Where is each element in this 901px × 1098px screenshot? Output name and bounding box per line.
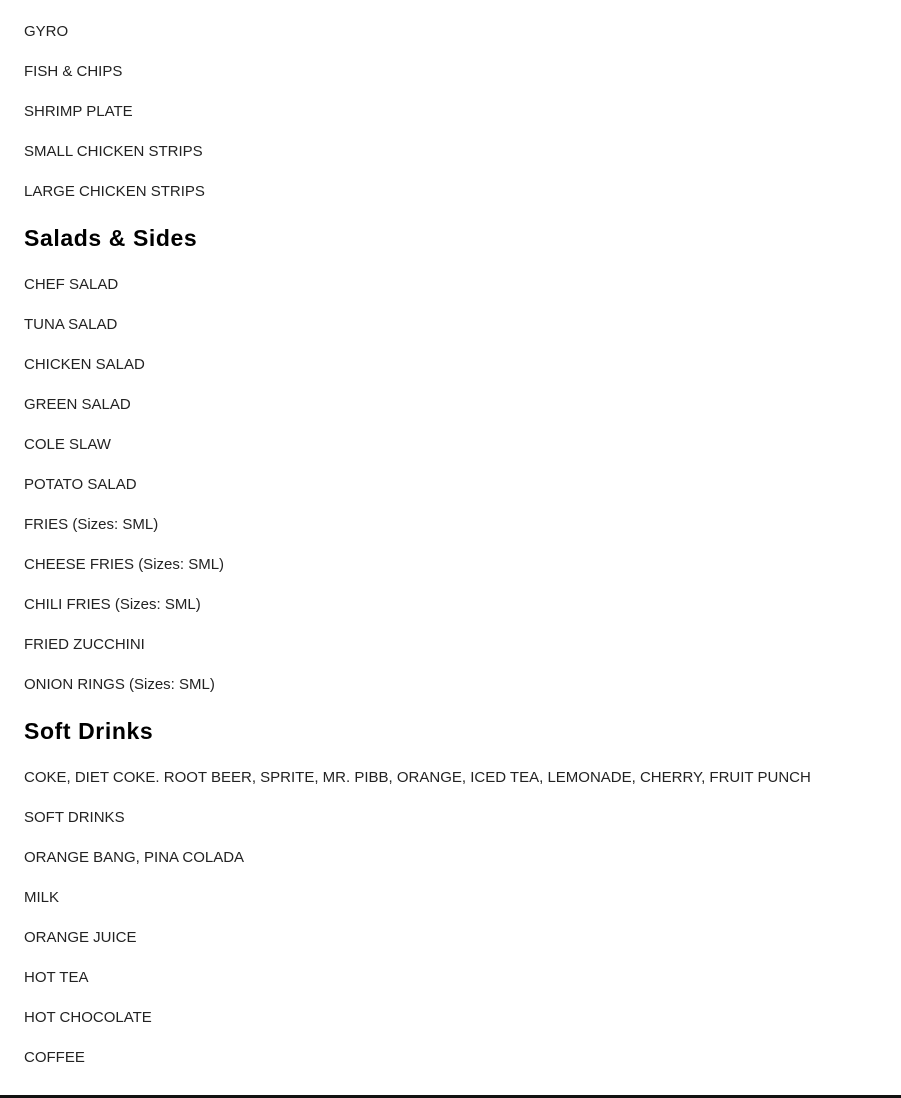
menu-item[interactable]: HOT TEA [24,969,89,986]
menu-item[interactable]: POTATO SALAD [24,476,137,493]
menu-item[interactable]: COFFEE [24,1049,85,1066]
menu-item[interactable]: COKE, DIET COKE. ROOT BEER, SPRITE, MR. PIBB, ORANGE, ICED TEA, LEMONADE, CHERRY, FRUIT PUNCH [24,769,811,786]
menu-item[interactable]: HOT CHOCOLATE [24,1009,152,1026]
section-heading-salads-sides: Salads & Sides [24,225,198,251]
menu-item[interactable]: ORANGE JUICE [24,929,137,946]
menu-item[interactable]: SOFT DRINKS [24,809,125,826]
menu-item[interactable]: FRIES (Sizes: SML) [24,516,159,533]
menu-item[interactable]: FISH & CHIPS [24,63,123,80]
menu-item[interactable]: SMALL CHICKEN STRIPS [24,143,203,160]
menu-item[interactable]: GYRO [24,23,69,40]
menu-item[interactable]: GREEN SALAD [24,396,131,413]
menu-item[interactable]: TUNA SALAD [24,316,118,333]
menu-item[interactable]: COLE SLAW [24,436,111,453]
menu-item[interactable]: CHILI FRIES (Sizes: SML) [24,596,201,613]
menu-item[interactable]: ONION RINGS (Sizes: SML) [24,676,215,693]
menu-item[interactable]: LARGE CHICKEN STRIPS [24,183,205,200]
menu-item[interactable]: CHICKEN SALAD [24,356,145,373]
menu-item[interactable]: CHEESE FRIES (Sizes: SML) [24,556,225,573]
menu-item[interactable]: MILK [24,889,60,906]
menu-item[interactable]: FRIED ZUCCHINI [24,636,145,653]
menu-item[interactable]: ORANGE BANG, PINA COLADA [24,849,245,866]
menu-item[interactable]: CHEF SALAD [24,276,119,293]
menu-item[interactable]: SHRIMP PLATE [24,103,133,120]
section-heading-soft-drinks: Soft Drinks [24,718,154,744]
